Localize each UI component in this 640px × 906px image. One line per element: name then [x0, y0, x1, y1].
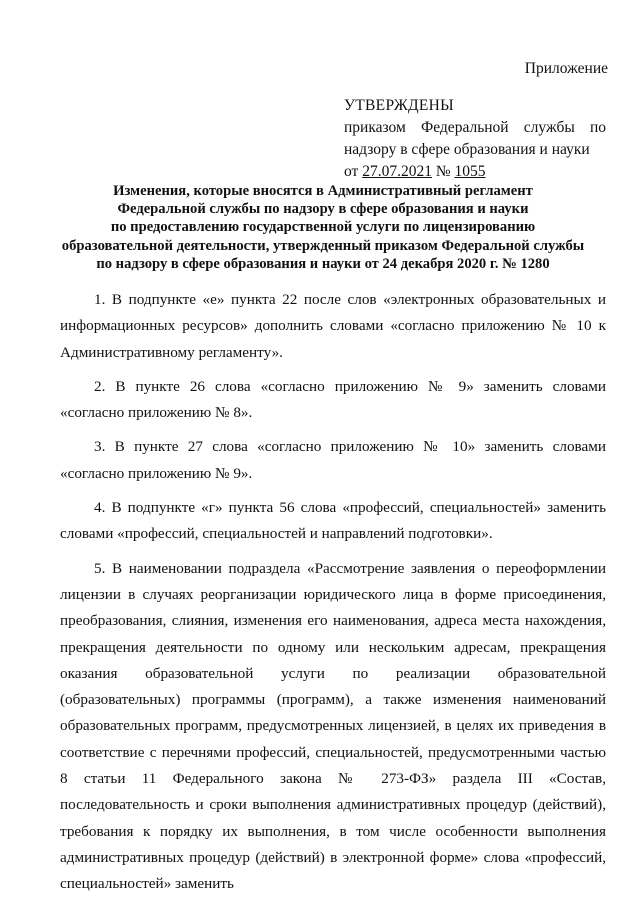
- paragraph-2: 2. В пункте 26 слова «согласно приложению № 9» заменить словами «согласно приложению № 8».: [60, 377, 606, 422]
- paragraph-1: 1. В подпункте «е» пункта 22 после слов «электронных образовательных и информационных ресурсов» дополнить словами «согласно приложению № 10 к Административному регламенту».: [60, 291, 606, 361]
- title-line: Федеральной службы по надзору в сфере образования и науки: [117, 201, 529, 218]
- title-line: Изменения, которые вносятся в Административный регламент: [113, 183, 533, 199]
- title-line: по надзору в сфере образования и науки от 24 декабря 2020 г. № 1280: [96, 255, 550, 272]
- order-number: 1055: [454, 163, 486, 180]
- approval-date-line: [344, 161, 606, 183]
- approval-block: [344, 95, 606, 183]
- document-body: [60, 287, 606, 906]
- appendix-label: Приложение: [524, 60, 608, 77]
- order-date: 27.07.2021: [362, 163, 432, 180]
- date-prefix: от: [344, 163, 359, 180]
- number-prefix: №: [435, 163, 451, 180]
- title-line: образовательной деятельности, утвержденный приказом Федеральной службы: [61, 237, 585, 254]
- approval-order-text: приказом Федеральной службы по надзору в сфере образования и науки: [344, 119, 606, 158]
- paragraph-3: 3. В пункте 27 слова «согласно приложению № 10» заменить словами «согласно приложению № 9».: [60, 438, 606, 482]
- title-line: по предоставлению государственной услуги по лицензированию: [110, 219, 536, 236]
- paragraph-5: 5. В наименовании подраздела «Рассмотрение заявления о переоформлении лицензии в случаях реорганизации юридического лица в форме присоединения, преобразования, слияния, изменения его наименования, адреса места нахождения, прекращения деятельности по одному или нескольким адресам, прекращения оказания образовательной услуги по реализации образовательной (образовательных) программы (программ), а также изменения наименований образовательных программ, предусмотренных лицензией, в целях их приведения в соответствие с перечнями профессий, специальностей, предусмотренными частью 8 статьи 11 Федерального закона № 273-ФЗ» раздела III «Состав, последовательность и сроки выполнения административных процедур (действий), требования к порядку их выполнения, в том числе особенности выполнения административных процедур (действий) в электронной форме» слова «профессий, специальностей» заменить: [60, 559, 606, 893]
- paragraph-4: 4. В подпункте «г» пункта 56 слова «профессий, специальностей» заменить словами «профессий, специальностей и направлений подготовки».: [60, 499, 606, 543]
- document-title: [40, 182, 606, 273]
- approved-heading: УТВЕРЖДЕНЫ: [344, 97, 454, 114]
